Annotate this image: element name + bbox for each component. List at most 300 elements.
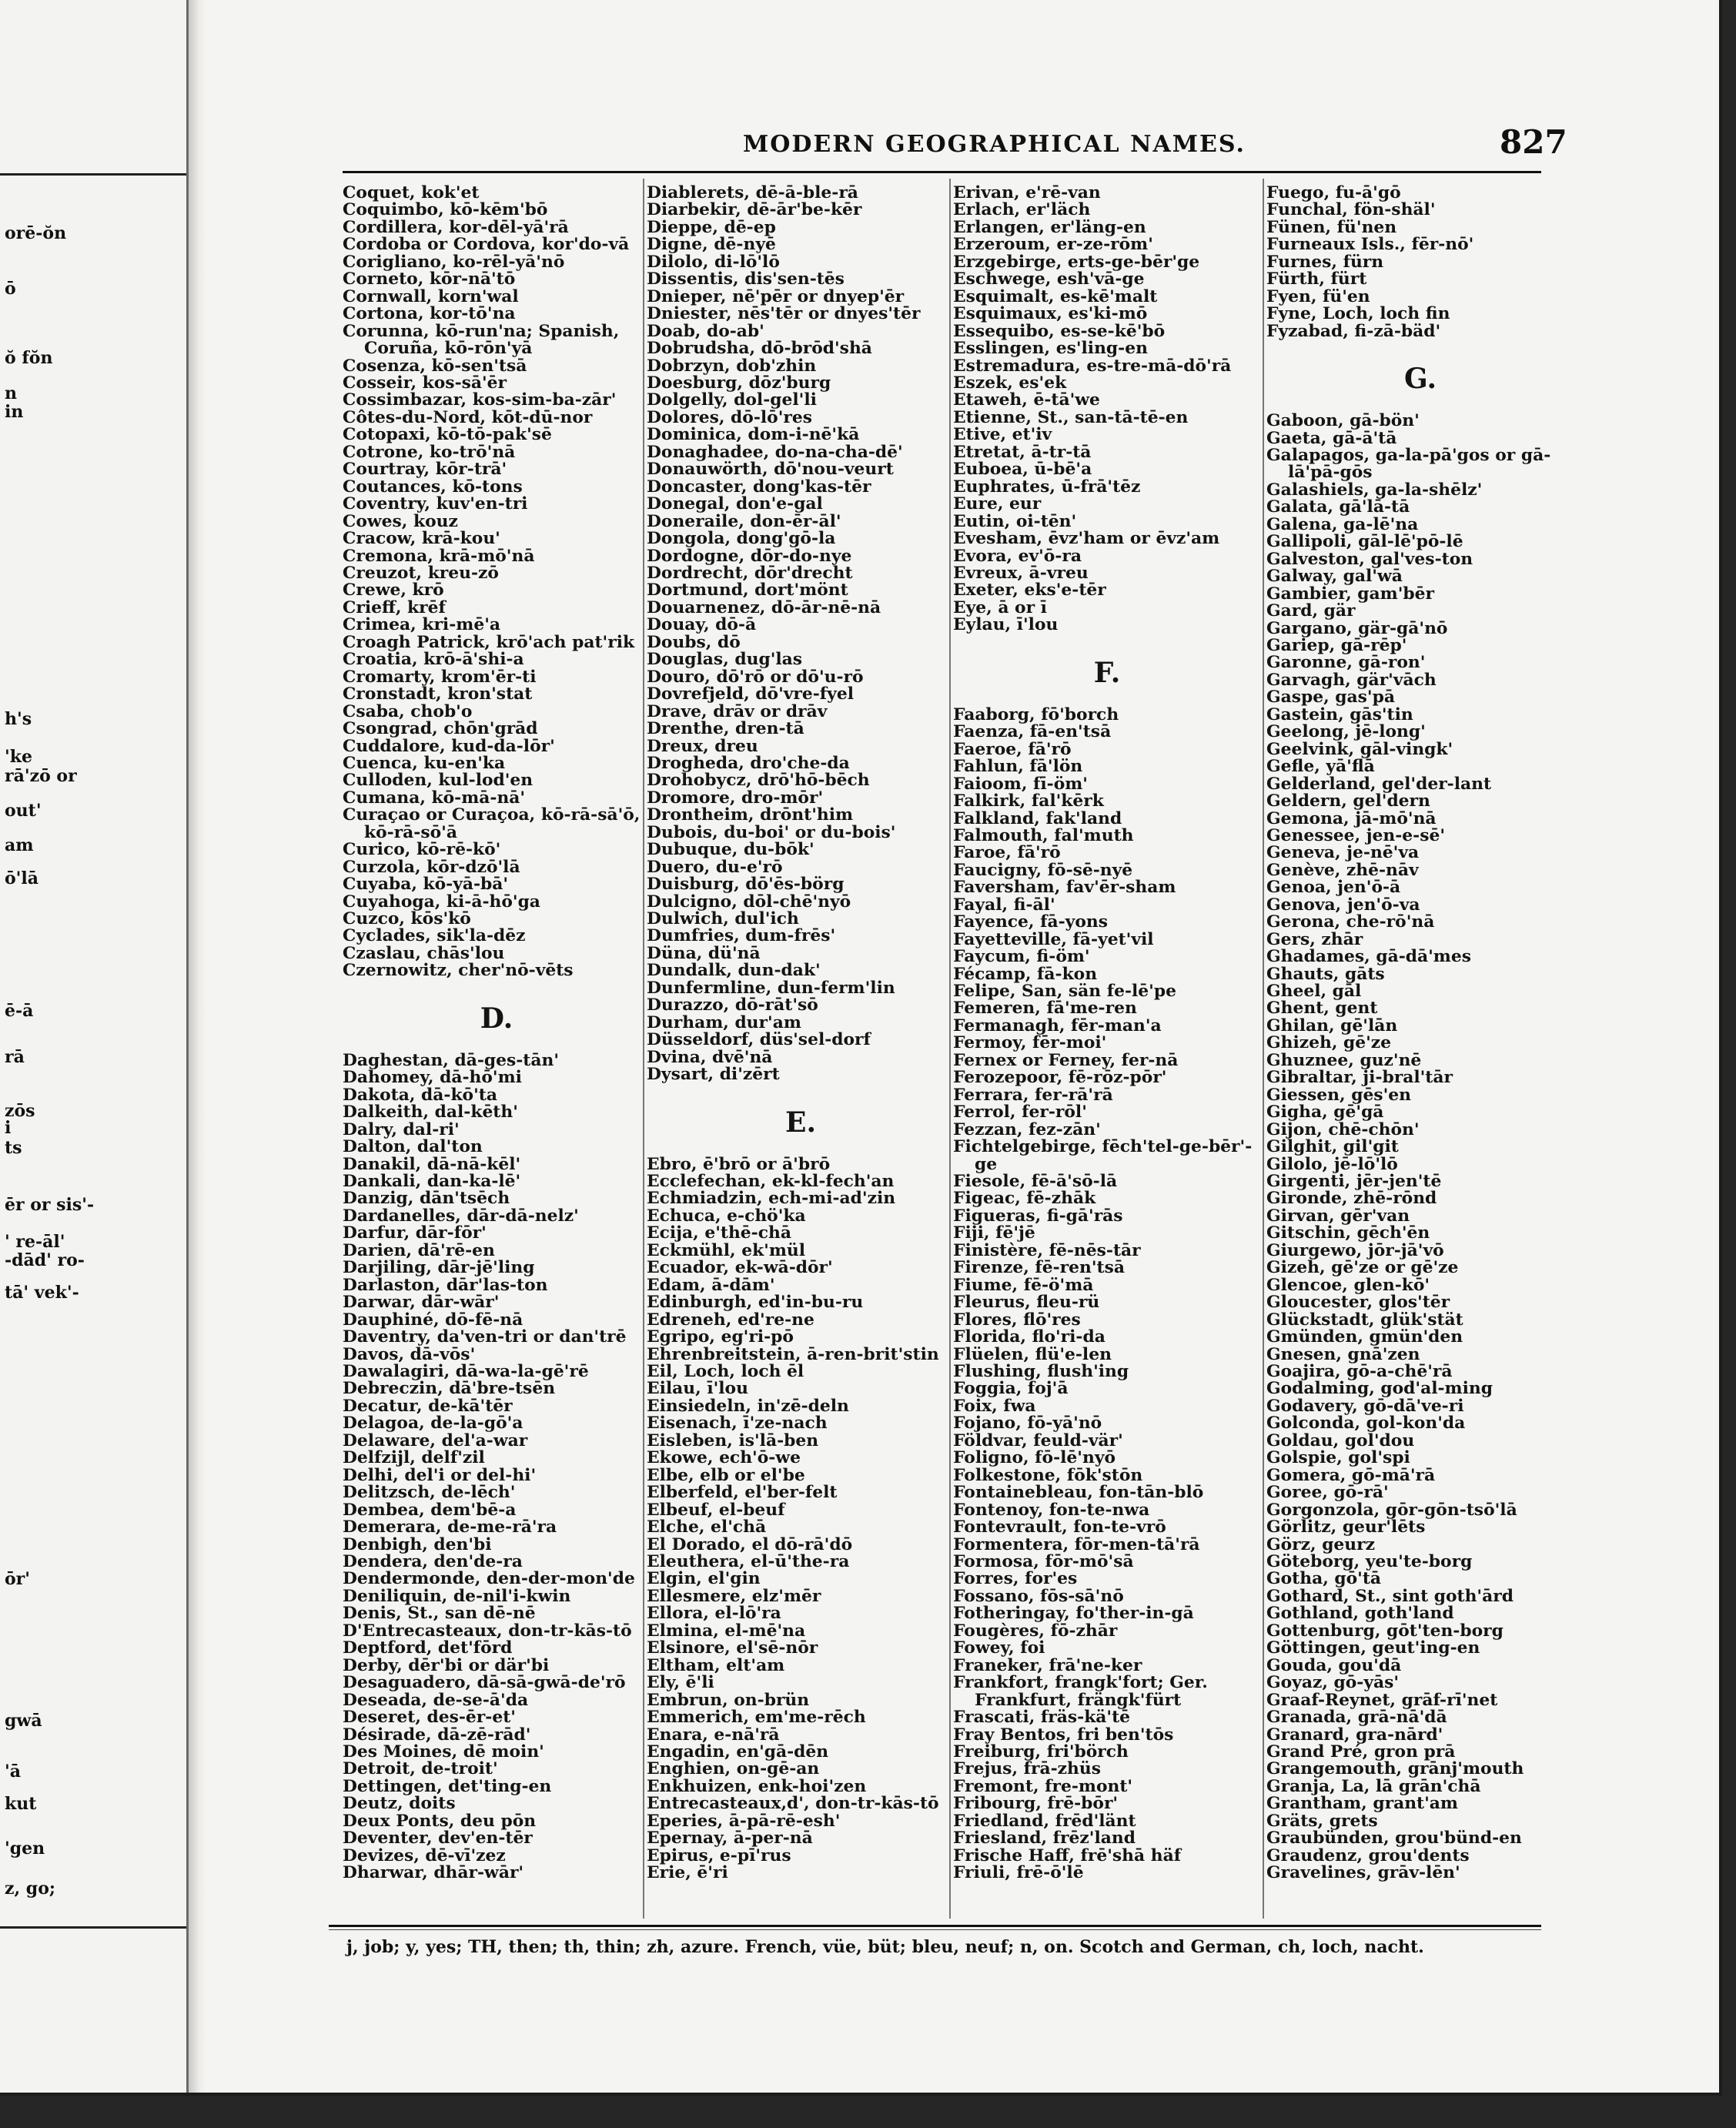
previous-page-fragment: ē-ā bbox=[5, 1001, 34, 1021]
gazetteer-entry: Culloden, kul-lod'en bbox=[343, 771, 534, 791]
gazetteer-entry: Elbeuf, el-beuf bbox=[647, 1500, 785, 1520]
previous-page-bottom-rule bbox=[0, 1926, 186, 1929]
entry-continuation: ge bbox=[975, 1154, 998, 1174]
gazetteer-entry: Fleurus, fleu-rü bbox=[953, 1293, 1100, 1313]
gazetteer-entry: Cotopaxi, kō-tō-pak'sē bbox=[343, 425, 552, 445]
gazetteer-entry: Foggia, foj'ā bbox=[953, 1379, 1069, 1399]
gazetteer-entry: Gnesen, gnā'zen bbox=[1266, 1344, 1420, 1364]
column-2 bbox=[647, 185, 955, 1882]
gazetteer-entry: Engadin, en'gā-dēn bbox=[647, 1742, 829, 1762]
gazetteer-entry: Fyen, fü'en bbox=[1266, 286, 1370, 306]
gazetteer-entry: Ghauts, gāts bbox=[1266, 964, 1385, 984]
gazetteer-entry: Friesland, frēz'land bbox=[953, 1829, 1136, 1849]
gazetteer-entry: Eutin, oi-tēn' bbox=[953, 511, 1077, 531]
gazetteer-entry: Gijon, chē-chōn' bbox=[1266, 1119, 1420, 1139]
bottom-rule-thin bbox=[329, 1929, 1541, 1930]
gazetteer-entry: Faucigny, fō-sē-nyē bbox=[953, 860, 1133, 880]
gazetteer-entry: Euphrates, ū-frā'tēz bbox=[953, 477, 1141, 497]
gazetteer-entry: Görz, geurz bbox=[1266, 1534, 1376, 1554]
gazetteer-entry: Geelvink, gāl-vingk' bbox=[1266, 739, 1453, 759]
running-head: MODERN GEOGRAPHICAL NAMES. bbox=[743, 131, 1246, 158]
gazetteer-entry: Eylau, ī'lou bbox=[953, 615, 1059, 635]
previous-page-fragment: h's bbox=[5, 709, 32, 729]
entry-continuation: kō-rā-sō'ā bbox=[364, 822, 457, 842]
gazetteer-entry: Drogheda, dro'che-da bbox=[647, 753, 850, 773]
gazetteer-entry: Debreczin, dā'bre-tsēn bbox=[343, 1379, 556, 1399]
gazetteer-entry: Fribourg, frē-bōr' bbox=[953, 1794, 1119, 1814]
previous-page-fragment: i bbox=[5, 1118, 12, 1138]
gazetteer-entry: Erivan, e'rē-van bbox=[953, 183, 1101, 202]
gazetteer-entry: Darlaston, dār'las-ton bbox=[343, 1275, 548, 1295]
gazetteer-entry: Gargano, gär-gā'nō bbox=[1266, 618, 1448, 638]
gazetteer-entry: Funchal, fön-shäl' bbox=[1266, 200, 1436, 220]
gazetteer-entry: Gmünden, gmün'den bbox=[1266, 1327, 1463, 1347]
gazetteer-entry: Fougères, fō-zhār bbox=[953, 1621, 1118, 1641]
dictionary-page bbox=[208, 0, 1717, 2093]
gazetteer-entry: Dalry, dal-ri' bbox=[343, 1119, 460, 1139]
gazetteer-entry: Doneraile, don-ēr-āl' bbox=[647, 511, 841, 531]
gazetteer-entry: Echmiadzin, ech-mi-ad'zin bbox=[647, 1189, 896, 1209]
previous-page-fragment: rā'zō or bbox=[5, 766, 77, 786]
bottom-rule bbox=[329, 1925, 1541, 1927]
gazetteer-entry: Edinburgh, ed'in-bu-ru bbox=[647, 1293, 864, 1313]
gazetteer-entry: Graaf-Reynet, grāf-rī'net bbox=[1266, 1690, 1498, 1710]
gazetteer-entry: Gard, gär bbox=[1266, 601, 1356, 621]
gazetteer-entry: Gambier, gam'bēr bbox=[1266, 584, 1434, 604]
gazetteer-entry: Drenthe, dren-tā bbox=[647, 719, 804, 739]
gazetteer-entry: Erzeroum, er-ze-rōm' bbox=[953, 235, 1153, 255]
gazetteer-entry: Echuca, e-chö'ka bbox=[647, 1206, 806, 1226]
gazetteer-entry: Freiburg, fri'börch bbox=[953, 1742, 1129, 1762]
gazetteer-entry: Genoa, jen'ō-ā bbox=[1266, 878, 1401, 898]
gazetteer-entry: Glencoe, glen-kō' bbox=[1266, 1275, 1430, 1295]
gazetteer-entry: Esslingen, es'ling-en bbox=[953, 339, 1148, 359]
gazetteer-entry: Croagh Patrick, krō'ach pat'rik bbox=[343, 632, 635, 652]
gazetteer-entry: Fuego, fu-ā'gō bbox=[1266, 183, 1401, 202]
gazetteer-entry: Goree, gō-rā' bbox=[1266, 1483, 1389, 1503]
gazetteer-entry: Göteborg, yeu'te-borg bbox=[1266, 1551, 1473, 1571]
gazetteer-entry: Doubs, dō bbox=[647, 632, 741, 652]
gazetteer-entry: Frascati, fräs-kä'tē bbox=[953, 1708, 1131, 1728]
gazetteer-entry: Gerona, che-rō'nā bbox=[1266, 912, 1435, 932]
gazetteer-entry: Gouda, gou'dā bbox=[1266, 1655, 1402, 1675]
entry-continuation: Coruña, kō-rōn'yā bbox=[364, 339, 533, 359]
gazetteer-entry: Desaguadero, dā-sā-gwā-de'rō bbox=[343, 1673, 626, 1693]
gazetteer-entry: Firenze, fē-ren'tsā bbox=[953, 1258, 1126, 1278]
gazetteer-entry: Földvar, feuld-vär' bbox=[953, 1430, 1123, 1450]
gazetteer-entry: Deseada, de-se-ā'da bbox=[343, 1690, 529, 1710]
previous-page-fragment: 'gen bbox=[5, 1839, 45, 1859]
previous-page-fragment: n bbox=[5, 383, 17, 403]
gazetteer-entry: Eleuthera, el-ū'the-ra bbox=[647, 1551, 850, 1571]
gazetteer-entry: Grantham, grant'am bbox=[1266, 1794, 1458, 1814]
gazetteer-entry: Dvina, dvē'nā bbox=[647, 1047, 773, 1067]
gazetteer-entry: Fernex or Ferney, fer-nā bbox=[953, 1050, 1179, 1070]
gazetteer-entry: Dobrzyn, dob'zhin bbox=[647, 356, 817, 376]
gazetteer-entry: Dharwar, dhār-wār' bbox=[343, 1863, 524, 1883]
gazetteer-entry: Elsinore, el'sē-nōr bbox=[647, 1638, 818, 1658]
gazetteer-entry: Eperies, ā-pā-rē-esh' bbox=[647, 1811, 841, 1831]
gazetteer-entry: Galata, gā'lā-tā bbox=[1266, 497, 1410, 517]
gazetteer-entry: Fiesole, fē-ā'sō-lā bbox=[953, 1172, 1118, 1192]
gazetteer-entry: Elbe, elb or el'be bbox=[647, 1465, 805, 1485]
gazetteer-entry: Fossano, fōs-sā'nō bbox=[953, 1586, 1124, 1606]
gazetteer-entry: Czaslau, chās'lou bbox=[343, 943, 505, 963]
gazetteer-entry: Diarbekir, dē-ār'be-kēr bbox=[647, 200, 862, 220]
previous-page-fragment: rā bbox=[5, 1047, 25, 1067]
gazetteer-entry: Flushing, flush'ing bbox=[953, 1362, 1129, 1381]
gazetteer-entry: Golspie, gol'spi bbox=[1266, 1448, 1410, 1468]
gazetteer-entry: Cyclades, sik'la-dēz bbox=[343, 926, 526, 946]
gazetteer-entry: Csaba, chob'o bbox=[343, 701, 473, 721]
gazetteer-entry: Faeroe, fā'rō bbox=[953, 739, 1072, 759]
gazetteer-entry: Embrun, on-brün bbox=[647, 1690, 810, 1710]
gazetteer-entry: Elche, el'chā bbox=[647, 1517, 767, 1537]
previous-page-fragment: z, go; bbox=[5, 1879, 55, 1899]
gazetteer-entry: Cotrone, ko-trō'nā bbox=[343, 442, 516, 462]
gazetteer-entry: Femeren, fā'me-ren bbox=[953, 999, 1137, 1019]
gazetteer-entry: Coquet, kok'et bbox=[343, 183, 480, 202]
gazetteer-entry: Elberfeld, el'ber-felt bbox=[647, 1483, 838, 1503]
gazetteer-entry: Ecija, e'thē-chā bbox=[647, 1223, 791, 1243]
gazetteer-entry: Euboea, ū-bē'a bbox=[953, 460, 1092, 480]
gazetteer-entry: Fichtelgebirge, fēch'tel-ge-bēr'- bbox=[953, 1137, 1253, 1157]
gazetteer-entry: Ferrol, fer-rōl' bbox=[953, 1102, 1087, 1123]
gazetteer-entry: Coquimbo, kō-kēm'bō bbox=[343, 200, 548, 220]
gazetteer-entry: Ellesmere, elz'mēr bbox=[647, 1586, 821, 1606]
gazetteer-entry: Erzgebirge, erts-ge-bēr'ge bbox=[953, 252, 1200, 272]
gazetteer-entry: Granja, La, lā grān'chā bbox=[1266, 1776, 1481, 1796]
gazetteer-entry: Exeter, eks'e-tēr bbox=[953, 581, 1106, 601]
gazetteer-entry: Douay, dō-ā bbox=[647, 615, 757, 635]
gazetteer-entry: Curaçao or Curaçoa, kō-rā-sā'ō, bbox=[343, 805, 641, 825]
gazetteer-entry: Ehrenbreitstein, ā-ren-brit'stin bbox=[647, 1344, 939, 1364]
gazetteer-entry: Erlangen, er'läng-en bbox=[953, 217, 1146, 237]
gazetteer-entry: Gilghit, gil'git bbox=[1266, 1137, 1399, 1157]
gazetteer-entry: Duisburg, dō'ēs-börg bbox=[647, 875, 845, 895]
gazetteer-entry: Corigliano, ko-rēl-yā'nō bbox=[343, 252, 565, 272]
book-gutter bbox=[189, 0, 206, 2093]
gazetteer-entry: Granada, grā-nā'dā bbox=[1266, 1708, 1447, 1728]
gazetteer-entry: Geldern, gel'dern bbox=[1266, 791, 1430, 811]
entry-continuation: lā'pā-gōs bbox=[1288, 463, 1373, 483]
gazetteer-entry: Fontenoy, fon-te-nwa bbox=[953, 1500, 1150, 1520]
gazetteer-entry: Dordogne, dōr-do-nye bbox=[647, 546, 852, 566]
gazetteer-entry: Formentera, fōr-men-tā'rā bbox=[953, 1534, 1200, 1554]
gazetteer-entry: Franeker, frā'ne-ker bbox=[953, 1655, 1142, 1675]
gazetteer-entry: Gariep, gā-rēp' bbox=[1266, 635, 1407, 655]
gazetteer-entry: Dubuque, du-bōk' bbox=[647, 840, 814, 860]
gazetteer-entry: Daventry, da'ven-tri or dan'trē bbox=[343, 1327, 627, 1347]
gazetteer-entry: Gloucester, glos'tēr bbox=[1266, 1293, 1450, 1313]
gazetteer-entry: Drontheim, drōnt'him bbox=[647, 805, 854, 825]
gazetteer-entry: Geelong, jē-long' bbox=[1266, 722, 1426, 742]
previous-page-fragment: ŏ fŏn bbox=[5, 348, 53, 368]
gazetteer-entry: Cuddalore, kud-da-lōr' bbox=[343, 736, 555, 756]
gazetteer-entry: Dunfermline, dun-ferm'lin bbox=[647, 978, 895, 998]
gazetteer-entry: Curzola, kōr-dzō'lā bbox=[343, 857, 520, 877]
gazetteer-entry: Croatia, krō-ā'shi-a bbox=[343, 650, 524, 670]
gazetteer-entry: Cornwall, korn'wal bbox=[343, 286, 519, 306]
gazetteer-entry: Gizeh, gē'ze or gē'ze bbox=[1266, 1258, 1459, 1278]
previous-page-fragment: am bbox=[5, 835, 34, 855]
gazetteer-entry: Garonne, gā-ron' bbox=[1266, 653, 1426, 673]
previous-page-fragment: in bbox=[5, 402, 24, 422]
section-letter-heading: D. bbox=[480, 1002, 513, 1035]
gazetteer-entry: Egripo, eg'ri-pō bbox=[647, 1327, 794, 1347]
gazetteer-entry: Dordrecht, dōr'drecht bbox=[647, 563, 853, 583]
gazetteer-entry: Delaware, del'a-war bbox=[343, 1430, 528, 1450]
gazetteer-entry: Gothard, St., sint goth'ārd bbox=[1266, 1586, 1514, 1606]
gazetteer-entry: Devizes, dē-vī'zez bbox=[343, 1845, 506, 1865]
gazetteer-entry: Dysart, di'zērt bbox=[647, 1065, 780, 1085]
gazetteer-entry: Demerara, de-me-rā'ra bbox=[343, 1517, 557, 1537]
gazetteer-entry: Furneaux Isls., fēr-nō' bbox=[1266, 235, 1474, 255]
gazetteer-entry: Geneva, je-nē'va bbox=[1266, 843, 1420, 863]
previous-page-fragment: ēr or sis'- bbox=[5, 1195, 95, 1215]
previous-page-fragment: orē-ŏn bbox=[5, 223, 67, 243]
gazetteer-entry: Fiume, fē-ö'mā bbox=[953, 1275, 1094, 1295]
gazetteer-entry: Côtes-du-Nord, kōt-dū-nor bbox=[343, 407, 593, 427]
gazetteer-entry: Doesburg, dōz'burg bbox=[647, 373, 831, 393]
gazetteer-entry: Fürth, fürt bbox=[1266, 269, 1367, 289]
gazetteer-entry: Edam, ā-dām' bbox=[647, 1275, 775, 1295]
gazetteer-entry: Cowes, kouz bbox=[343, 511, 458, 531]
gazetteer-entry: Crieff, krēf bbox=[343, 597, 446, 617]
gazetteer-entry: Figeac, fē-zhāk bbox=[953, 1189, 1096, 1209]
gazetteer-entry: Figueras, fi-gā'rās bbox=[953, 1206, 1123, 1226]
previous-page-fragment: ' re-āl' bbox=[5, 1232, 65, 1252]
gazetteer-entry: Dauphiné, dō-fē-nā bbox=[343, 1310, 523, 1330]
gazetteer-entry: Eisleben, is'lā-ben bbox=[647, 1430, 819, 1450]
gazetteer-entry: Enghien, on-gē-an bbox=[647, 1759, 820, 1779]
gazetteer-entry: Dominica, dom-i-nē'kā bbox=[647, 425, 860, 445]
gazetteer-entry: Etretat, ā-tr-tā bbox=[953, 442, 1092, 462]
gazetteer-entry: Crewe, krō bbox=[343, 581, 444, 601]
gazetteer-entry: Ellora, el-lō'ra bbox=[647, 1604, 781, 1624]
gazetteer-entry: Cromarty, krom'ēr-ti bbox=[343, 667, 537, 687]
gazetteer-entry: Faversham, fav'ēr-sham bbox=[953, 878, 1176, 898]
gazetteer-entry: Gotha, gō'tā bbox=[1266, 1569, 1382, 1589]
gazetteer-entry: Gheel, gāl bbox=[1266, 982, 1362, 1002]
gazetteer-entry: Forres, for'es bbox=[953, 1569, 1078, 1589]
gazetteer-entry: Etaweh, ē-tā'we bbox=[953, 390, 1100, 410]
gazetteer-entry: Crimea, kri-mē'a bbox=[343, 615, 500, 635]
gazetteer-entry: Edreneh, ed're-ne bbox=[647, 1310, 814, 1330]
gazetteer-entry: Elgin, el'gin bbox=[647, 1569, 761, 1589]
gazetteer-entry: Gibraltar, ji-bral'tār bbox=[1266, 1068, 1453, 1088]
gazetteer-entry: Drave, drāv or drāv bbox=[647, 701, 828, 721]
gazetteer-entry: Gorgonzola, gōr-gōn-tsō'lā bbox=[1266, 1500, 1517, 1520]
gazetteer-entry: Cuenca, ku-en'ka bbox=[343, 753, 506, 773]
gazetteer-entry: Gers, zhār bbox=[1266, 929, 1363, 949]
gazetteer-entry: Danzig, dān'tsēch bbox=[343, 1189, 510, 1209]
gazetteer-entry: Faycum, fi-öm' bbox=[953, 947, 1090, 967]
gazetteer-entry: Ghuznee, guz'nē bbox=[1266, 1050, 1422, 1070]
gazetteer-entry: Fowey, foi bbox=[953, 1638, 1045, 1658]
gazetteer-entry: Garvagh, gär'vāch bbox=[1266, 670, 1437, 690]
gazetteer-entry: Cossimbazar, kos-sim-ba-zār' bbox=[343, 390, 617, 410]
gazetteer-entry: Des Moines, dē moin' bbox=[343, 1742, 544, 1762]
previous-page-fragment: zōs bbox=[5, 1101, 35, 1121]
pronunciation-key: j, job; y, yes; TH, then; th, thin; zh, azure. French, vüe, büt; bleu, neuf; n, on. Scotch and German, ch, loch, nacht. bbox=[346, 1937, 1424, 1957]
column-3 bbox=[953, 185, 1261, 1882]
gazetteer-entry: Ghent, gent bbox=[1266, 999, 1378, 1019]
gazetteer-entry: Gomera, gō-mā'rā bbox=[1266, 1465, 1436, 1485]
gazetteer-entry: Durazzo, dō-rāt'sō bbox=[647, 995, 818, 1015]
gazetteer-entry: Corunna, kō-run'na; Spanish, bbox=[343, 321, 620, 341]
top-rule bbox=[343, 171, 1541, 173]
gazetteer-entry: Csongrad, chōn'grād bbox=[343, 719, 538, 739]
gazetteer-entry: Gefle, yā'flā bbox=[1266, 757, 1375, 777]
gazetteer-entry: Denbigh, den'bi bbox=[343, 1534, 492, 1554]
gazetteer-entry: Davos, dā-vōs' bbox=[343, 1344, 476, 1364]
gazetteer-entry: Foligno, fō-lē'nyō bbox=[953, 1448, 1116, 1468]
gazetteer-entry: Enara, e-nā'rā bbox=[647, 1725, 780, 1745]
gazetteer-entry: Gironde, zhē-rōnd bbox=[1266, 1189, 1437, 1209]
gazetteer-entry: Doncaster, dong'kas-tēr bbox=[647, 477, 871, 497]
gazetteer-entry: Goldau, gol'dou bbox=[1266, 1430, 1415, 1450]
gazetteer-entry: Esquimaux, es'ki-mō bbox=[953, 304, 1148, 324]
gazetteer-entry: Gottenburg, gōt'ten-borg bbox=[1266, 1621, 1504, 1641]
previous-page-fragment: ts bbox=[5, 1138, 22, 1158]
gazetteer-entry: Epirus, e-pī'rus bbox=[647, 1845, 791, 1865]
gazetteer-entry: Frejus, frā-zhüs bbox=[953, 1759, 1101, 1779]
gazetteer-entry: Faenza, fā-en'tsā bbox=[953, 722, 1112, 742]
gazetteer-entry: Gallipoli, gāl-lē'pō-lē bbox=[1266, 532, 1463, 552]
gazetteer-entry: Gaeta, gā-ā'tā bbox=[1266, 428, 1397, 448]
gazetteer-entry: Cordillera, kor-dēl-yā'rā bbox=[343, 217, 569, 237]
gazetteer-entry: Genessee, jen-e-sē' bbox=[1266, 825, 1446, 845]
gazetteer-entry: Friedland, frēd'länt bbox=[953, 1811, 1136, 1831]
gazetteer-entry: Giurgewo, jōr-jā'vō bbox=[1266, 1240, 1444, 1260]
previous-page-fragment: tā' vek'- bbox=[5, 1283, 79, 1303]
gazetteer-entry: Grand Pré, gron prā bbox=[1266, 1742, 1456, 1762]
gazetteer-entry: Dalton, dal'ton bbox=[343, 1137, 483, 1157]
previous-page-fragment: gwā bbox=[5, 1711, 42, 1731]
gazetteer-entry: Drohobycz, drō'hō-bēch bbox=[647, 771, 870, 791]
gazetteer-entry: Einsiedeln, in'zē-deln bbox=[647, 1396, 849, 1416]
previous-page-fragment: ō'lā bbox=[5, 868, 39, 888]
gazetteer-entry: Galveston, gal'ves-ton bbox=[1266, 549, 1473, 569]
gazetteer-entry: Evesham, ēvz'ham or ēvz'am bbox=[953, 529, 1220, 549]
gazetteer-entry: Cuyahoga, ki-ā-hō'ga bbox=[343, 892, 540, 912]
gazetteer-entry: Gaspe, gas'pā bbox=[1266, 688, 1395, 708]
gazetteer-entry: Eisenach, ī'ze-nach bbox=[647, 1414, 828, 1434]
gazetteer-entry: Evora, ev'ō-ra bbox=[953, 546, 1082, 566]
gazetteer-entry: Faioom, fī-öm' bbox=[953, 774, 1088, 794]
gazetteer-entry: Ebro, ē'brō or ā'brō bbox=[647, 1154, 831, 1174]
gazetteer-entry: Göttingen, geut'ing-en bbox=[1266, 1638, 1480, 1658]
gazetteer-entry: Epernay, ā-per-nā bbox=[647, 1829, 813, 1849]
gazetteer-entry: Fiji, fē'jē bbox=[953, 1223, 1035, 1243]
gazetteer-entry: Denis, St., san dē-nē bbox=[343, 1604, 536, 1624]
gazetteer-entry: Courtray, kōr-trā' bbox=[343, 460, 507, 480]
gazetteer-entry: Dovrefjeld, dō'vre-fyel bbox=[647, 684, 854, 704]
gazetteer-entry: Ecuador, ek-wā-dōr' bbox=[647, 1258, 833, 1278]
gazetteer-entry: Foix, fwa bbox=[953, 1396, 1036, 1416]
gazetteer-entry: Grangemouth, grānj'mouth bbox=[1266, 1759, 1524, 1779]
gazetteer-entry: Dendera, den'de-ra bbox=[343, 1551, 523, 1571]
gazetteer-entry: Douglas, dug'las bbox=[647, 650, 803, 670]
gazetteer-entry: Dundalk, dun-dak' bbox=[647, 961, 821, 981]
gazetteer-entry: Dolgelly, dol-gel'li bbox=[647, 390, 817, 410]
gazetteer-entry: Flores, flō'res bbox=[953, 1310, 1081, 1330]
gazetteer-entry: Eckmühl, ek'mül bbox=[647, 1240, 806, 1260]
gazetteer-entry: Gastein, gās'tin bbox=[1266, 704, 1413, 724]
gazetteer-entry: Dawalagiri, dā-wa-la-gē'rē bbox=[343, 1362, 589, 1381]
gazetteer-entry: Folkestone, fōk'stōn bbox=[953, 1465, 1143, 1485]
previous-page-fragment: ōr' bbox=[5, 1569, 30, 1589]
gazetteer-entry: Ferozepoor, fē-rōz-pōr' bbox=[953, 1068, 1167, 1088]
gazetteer-entry: Delagoa, de-la-gō'a bbox=[343, 1414, 523, 1434]
gazetteer-entry: Donaghadee, do-na-cha-dē' bbox=[647, 442, 903, 462]
gazetteer-entry: Darfur, dār-fōr' bbox=[343, 1223, 487, 1243]
gazetteer-entry: Falmouth, fal'muth bbox=[953, 825, 1134, 845]
section-letter-heading: F. bbox=[1093, 656, 1121, 689]
gazetteer-entry: Düsseldorf, düs'sel-dorf bbox=[647, 1030, 871, 1050]
gazetteer-entry: Granard, gra-nārd' bbox=[1266, 1725, 1443, 1745]
column-4 bbox=[1266, 185, 1574, 1882]
gazetteer-entry: Dulcigno, dōl-chē'nyō bbox=[647, 892, 851, 912]
gazetteer-entry: Furnes, fürn bbox=[1266, 252, 1384, 272]
gazetteer-entry: Giessen, gēs'en bbox=[1266, 1085, 1411, 1105]
gazetteer-entry: Dalkeith, dal-kēth' bbox=[343, 1102, 518, 1123]
gazetteer-entry: Cosenza, kō-sen'tsā bbox=[343, 356, 527, 376]
gazetteer-entry: Esquimalt, es-kē'malt bbox=[953, 286, 1158, 306]
gazetteer-entry: Görlitz, geur'lēts bbox=[1266, 1517, 1426, 1537]
gazetteer-entry: Frische Haff, frē'shā häf bbox=[953, 1845, 1182, 1865]
gazetteer-entry: Fremont, fre-mont' bbox=[953, 1776, 1133, 1796]
gazetteer-entry: Eschwege, esh'vā-ge bbox=[953, 269, 1145, 289]
gazetteer-entry: Dromore, dro-mōr' bbox=[647, 788, 824, 808]
gazetteer-entry: Delhi, del'i or del-hi' bbox=[343, 1465, 537, 1485]
gazetteer-entry: Deniliquin, de-nil'i-kwin bbox=[343, 1586, 571, 1606]
column-divider bbox=[1263, 179, 1264, 1919]
gazetteer-entry: Galashiels, ga-la-shēlz' bbox=[1266, 480, 1483, 500]
gazetteer-entry: Dahomey, dā-hō'mi bbox=[343, 1068, 522, 1088]
gazetteer-entry: Darwar, dār-wār' bbox=[343, 1293, 500, 1313]
gazetteer-entry: Girvan, gēr'van bbox=[1266, 1206, 1410, 1226]
gazetteer-entry: Falkland, fak'land bbox=[953, 808, 1122, 828]
gazetteer-entry: Fayal, fi-āl' bbox=[953, 895, 1055, 915]
previous-page-fragment: -dād' ro- bbox=[5, 1250, 85, 1270]
gazetteer-entry: Galway, gal'wā bbox=[1266, 567, 1403, 587]
gazetteer-entry: Evreux, ā-vreu bbox=[953, 563, 1089, 583]
gazetteer-entry: Cracow, krā-kou' bbox=[343, 529, 500, 549]
gazetteer-entry: Gemona, jā-mō'nā bbox=[1266, 808, 1437, 828]
gazetteer-entry: Essequibo, es-se-kē'bō bbox=[953, 321, 1166, 341]
gazetteer-entry: Digne, dē-nyē bbox=[647, 235, 776, 255]
gazetteer-entry: Cremona, krā-mō'nā bbox=[343, 546, 535, 566]
gazetteer-entry: Cuzco, kōs'kō bbox=[343, 909, 471, 929]
gazetteer-entry: Fermanagh, fēr-man'a bbox=[953, 1015, 1162, 1036]
gazetteer-entry: Daghestan, dā-ges-tān' bbox=[343, 1050, 560, 1070]
gazetteer-entry: Erlach, er'läch bbox=[953, 200, 1091, 220]
gazetteer-entry: Cosseir, kos-sā'ēr bbox=[343, 373, 507, 393]
gazetteer-entry: Donegal, don'e-gal bbox=[647, 494, 823, 514]
gazetteer-entry: Genève, zhē-nāv bbox=[1266, 860, 1419, 880]
gazetteer-entry: Faaborg, fō'borch bbox=[953, 704, 1119, 724]
gazetteer-entry: Ferrara, fer-rā'rā bbox=[953, 1085, 1113, 1105]
gazetteer-entry: Danakil, dā-nā-kēl' bbox=[343, 1154, 521, 1174]
gazetteer-entry: Eye, ā or ī bbox=[953, 597, 1047, 617]
gazetteer-entry: Friuli, frē-ō'lē bbox=[953, 1863, 1084, 1883]
previous-page-fragment: 'ā bbox=[5, 1762, 21, 1782]
gazetteer-entry: Dubois, du-boi' or du-bois' bbox=[647, 822, 896, 842]
gazetteer-entry: Dumfries, dum-frēs' bbox=[647, 926, 836, 946]
gazetteer-entry: Gilolo, jē-lō'lō bbox=[1266, 1154, 1398, 1174]
